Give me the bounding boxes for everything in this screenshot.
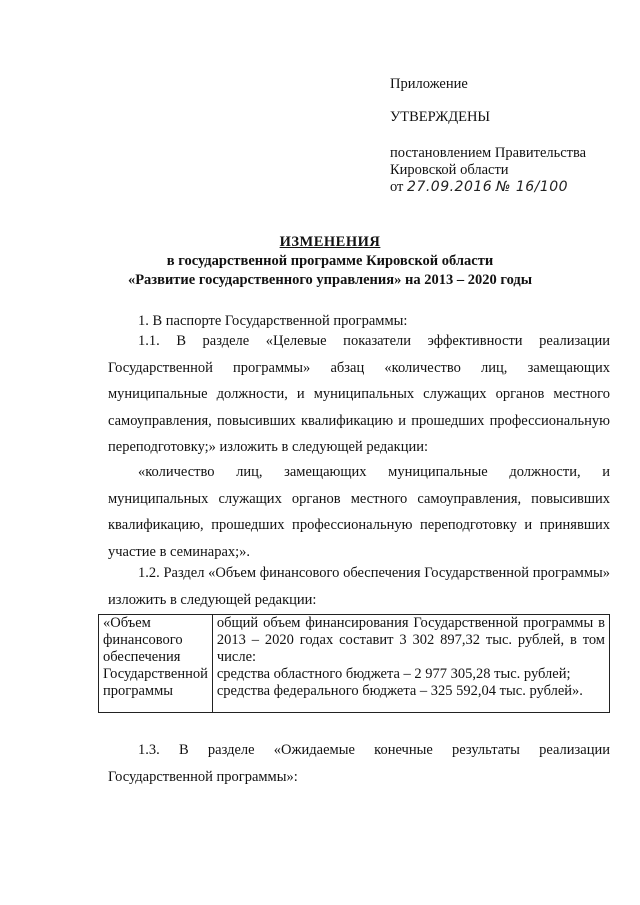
title-main: ИЗМЕНЕНИЯ — [279, 234, 381, 250]
decree-line-1: постановлением Правительства — [390, 145, 587, 161]
section-1-3: 1.3. В разделе «Ожидаемые конечные результаты реализации Государственной программы»: — [108, 742, 610, 785]
approval-block — [390, 76, 620, 196]
section-1: 1. В паспорте Государственной программы: — [138, 313, 408, 329]
title-line-3: «Развитие государственного управления» на 2013 – 2020 годы — [127, 272, 533, 288]
finance-table — [98, 614, 610, 713]
section-1-2: 1.2. Раздел «Объем финансового обеспечения Государственной программы» изложить в следующей редакции: — [108, 565, 610, 608]
handwritten-date: 27.09.2016 — [407, 179, 493, 195]
decree-line-2: Кировской области — [390, 162, 509, 178]
section-1-1: 1.1. В разделе «Целевые показатели эффективности реализации Государственной программы» абзац «количество лиц, замещающих муниципальные должности, и муниципальных служащих органов местного самоуправления, повысивших квалификацию и прошедших профессиональную переподготовку;» изложить в следующей редакции: — [108, 333, 610, 455]
title-line-2: в государственной программе Кировской области — [166, 253, 494, 269]
date-prefix: от — [390, 179, 404, 195]
handwritten-number: № 16/100 — [495, 179, 569, 195]
finance-federal: средства федерального бюджета – 325 592,04 тыс. рублей». — [216, 683, 583, 699]
appendix-label: Приложение — [390, 76, 468, 92]
document-title — [60, 233, 600, 290]
approved-label: УТВЕРЖДЕНЫ — [390, 109, 491, 125]
table-row — [99, 615, 610, 713]
decree-date-line — [390, 179, 620, 196]
finance-label-cell: «Объем финансового обеспечения Государственной программы — [99, 615, 213, 713]
finance-total: общий объем финансирования Государственной программы в 2013 – 2020 годах составит 3 302 897,32 тыс. рублей, в том числе: — [216, 615, 605, 665]
section-1-1-quote: «количество лиц, замещающих муниципальные должности, и муниципальных служащих органов местного самоуправления, повысивших квалификацию, прошедших профессиональную переподготовку и принявших участие в семинарах;». — [108, 464, 610, 560]
finance-regional: средства областного бюджета – 2 977 305,28 тыс. рублей; — [216, 666, 571, 682]
finance-value-cell — [212, 615, 609, 713]
